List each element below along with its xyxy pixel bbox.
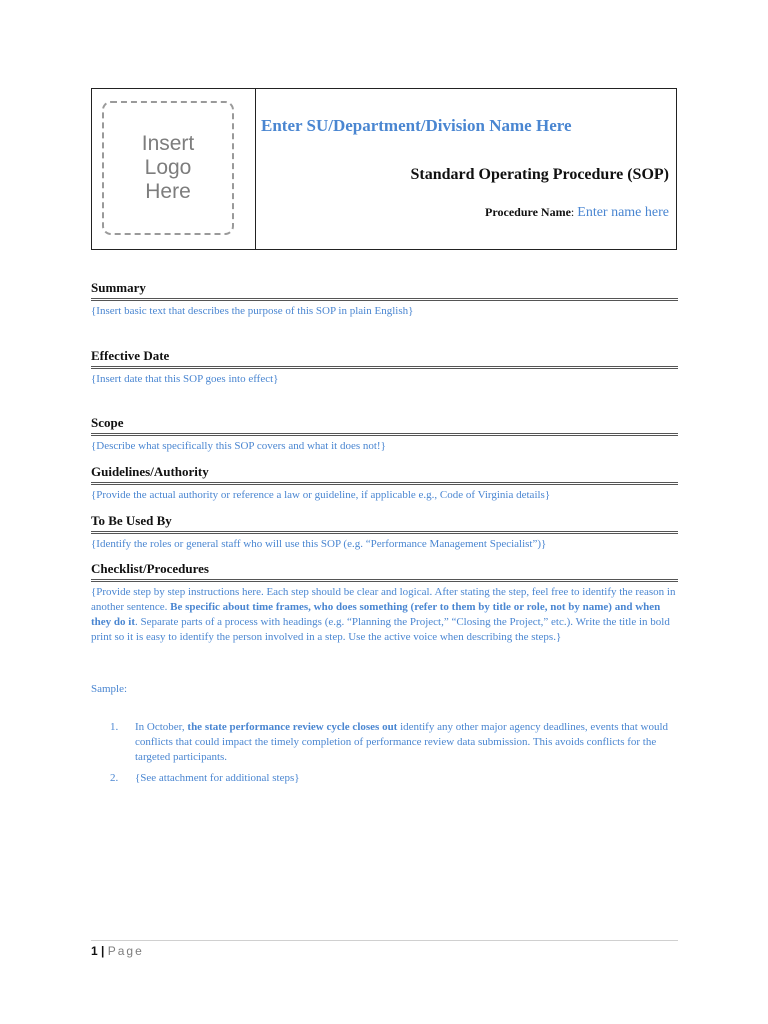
used-by-heading: To Be Used By [91,513,678,534]
used-by-text[interactable]: {Identify the roles or general staff who will use this SOP (e.g. “Performance Management Specialist”)} [91,538,547,550]
sample-label: Sample: [91,683,128,695]
procedure-name-colon: : [570,205,578,219]
summary-heading: Summary [91,280,678,301]
guidelines-section [91,464,678,503]
department-name[interactable]: Enter SU/Department/Division Name Here [261,116,572,135]
logo-placeholder[interactable] [102,101,234,235]
checklist-text-part2: . Separate parts of a process with headings (e.g. “Planning the Project,” “Closing the Project,” etc.). Write the title in bold print so it is easy to identify the person involved in a step. Use the active voice when describing the steps.} [91,616,670,643]
step-text-pre: In October, [135,721,188,733]
scope-section [91,415,678,454]
footer-divider [91,940,678,941]
page-word: Page [107,944,144,958]
logo-text-line2: Logo [144,156,192,179]
scope-text[interactable]: {Describe what specifically this SOP covers and what it does not!} [91,440,386,452]
effective-date-section [91,348,678,387]
checklist-text-part1: {Provide step by step instructions here. Each step should be clear and logical. After stating the step, feel free to identify the reason in another sentence. [91,586,676,613]
guidelines-heading: Guidelines/Authority [91,464,678,485]
procedure-name-line [485,205,669,221]
summary-text[interactable]: {Insert basic text that describes the purpose of this SOP in plain English} [91,305,414,317]
effective-date-text[interactable]: {Insert date that this SOP goes into effect} [91,373,279,385]
step-number: 2. [110,772,119,784]
page-number: 1 [91,944,98,958]
step-text-bold: the state performance review cycle closes out [187,721,398,733]
effective-date-heading: Effective Date [91,348,678,369]
used-by-section [91,513,678,552]
checklist-section [91,561,678,645]
logo-text-line1: Insert [141,132,195,155]
step-number: 1. [110,721,119,733]
steps-list [110,720,676,792]
list-item[interactable] [110,720,676,765]
checklist-heading: Checklist/Procedures [91,561,678,582]
page-separator: | [97,944,108,958]
scope-heading: Scope [91,415,678,436]
header-table [91,88,677,250]
list-item[interactable] [110,771,676,786]
sop-title: Standard Operating Procedure (SOP) [410,166,669,183]
procedure-name-label: Procedure Name [485,205,571,219]
logo-text-line3: Here [145,180,191,203]
procedure-name-value[interactable]: Enter name here [577,205,669,220]
page-footer [91,944,144,958]
summary-section [91,280,678,319]
step-text-post: identify any other major agency deadlines, events that would conflicts that could impact the timely completion of performance review data submission. This avoids conflicts for the targeted participants. [135,721,668,763]
step-text-pre: {See attachment for additional steps} [135,772,300,784]
guidelines-text[interactable]: {Provide the actual authority or reference a law or guideline, if applicable e.g., Code of Virginia details} [91,489,551,501]
checklist-text-bold: Be specific about time frames, who does something (refer to them by title or role, not by name) and when they do it [91,601,661,628]
checklist-text[interactable] [91,585,678,645]
logo-cell [92,89,256,249]
